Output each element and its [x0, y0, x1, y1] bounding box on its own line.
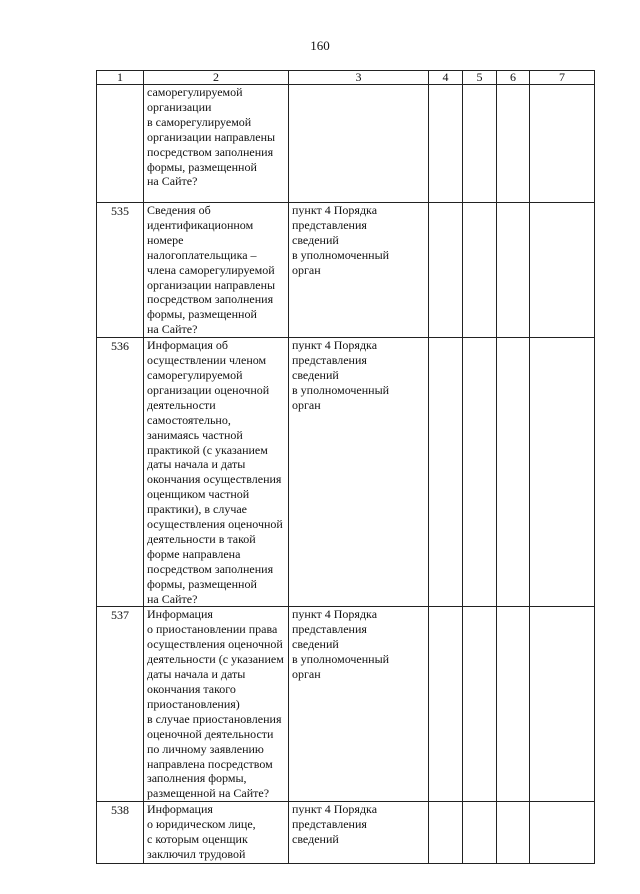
reference-cell	[289, 85, 429, 203]
table-row	[97, 607, 595, 802]
empty-cell	[530, 607, 595, 802]
empty-cell	[497, 338, 530, 607]
reference-cell: пункт 4 Порядка представления сведений в уполномоченный орган	[289, 338, 429, 607]
empty-cell	[497, 85, 530, 203]
empty-cell	[530, 203, 595, 338]
empty-cell	[530, 338, 595, 607]
empty-cell	[463, 338, 497, 607]
empty-cell	[497, 607, 530, 802]
empty-cell	[429, 85, 463, 203]
column-header: 4	[429, 71, 463, 85]
table-row	[97, 338, 595, 607]
column-header: 5	[463, 71, 497, 85]
empty-cell	[429, 203, 463, 338]
question-cell: саморегулируемой организации в саморегулируемой организации направлены посредством заполнения формы, размещенной на Сайте?	[144, 85, 289, 203]
row-number: 538	[97, 802, 144, 864]
row-number	[97, 85, 144, 203]
checklist-table	[96, 70, 595, 864]
row-number: 537	[97, 607, 144, 802]
table-row	[97, 85, 595, 203]
question-cell: Сведения об идентификационном номере налогоплательщика – члена саморегулируемой организации направлены посредством заполнения формы, размещенной на Сайте?	[144, 203, 289, 338]
table-row	[97, 802, 595, 864]
reference-cell: пункт 4 Порядка представления сведений	[289, 802, 429, 864]
header-row	[97, 71, 595, 85]
row-number: 535	[97, 203, 144, 338]
empty-cell	[530, 85, 595, 203]
empty-cell	[429, 338, 463, 607]
empty-cell	[429, 607, 463, 802]
reference-cell: пункт 4 Порядка представления сведений в уполномоченный орган	[289, 203, 429, 338]
reference-cell: пункт 4 Порядка представления сведений в уполномоченный орган	[289, 607, 429, 802]
column-header: 2	[144, 71, 289, 85]
empty-cell	[429, 802, 463, 864]
column-header: 7	[530, 71, 595, 85]
empty-cell	[497, 203, 530, 338]
empty-cell	[463, 203, 497, 338]
empty-cell	[530, 802, 595, 864]
empty-cell	[463, 802, 497, 864]
empty-cell	[463, 607, 497, 802]
column-header: 6	[497, 71, 530, 85]
page-number: 160	[310, 38, 330, 53]
table-row	[97, 203, 595, 338]
row-number: 536	[97, 338, 144, 607]
question-cell: Информация о юридическом лице, с которым оценщик заключил трудовой	[144, 802, 289, 864]
question-cell: Информация об осуществлении членом саморегулируемой организации оценочной деятельности самостоятельно, занимаясь частной практикой (с указанием даты начала и даты окончания осуществления оценщиком частной практики), в случае осуществления оценочной деятельности в такой форме направлена посредством заполнения формы, размещенной на Сайте?	[144, 338, 289, 607]
column-header: 3	[289, 71, 429, 85]
question-cell: Информация о приостановлении права осуществления оценочной деятельности (с указанием даты начала и даты окончания такого приостановления) в случае приостановления оценочной деятельности по личному заявлению направлена посредством заполнения формы, размещенной на Сайте?	[144, 607, 289, 802]
column-header: 1	[97, 71, 144, 85]
empty-cell	[497, 802, 530, 864]
empty-cell	[463, 85, 497, 203]
